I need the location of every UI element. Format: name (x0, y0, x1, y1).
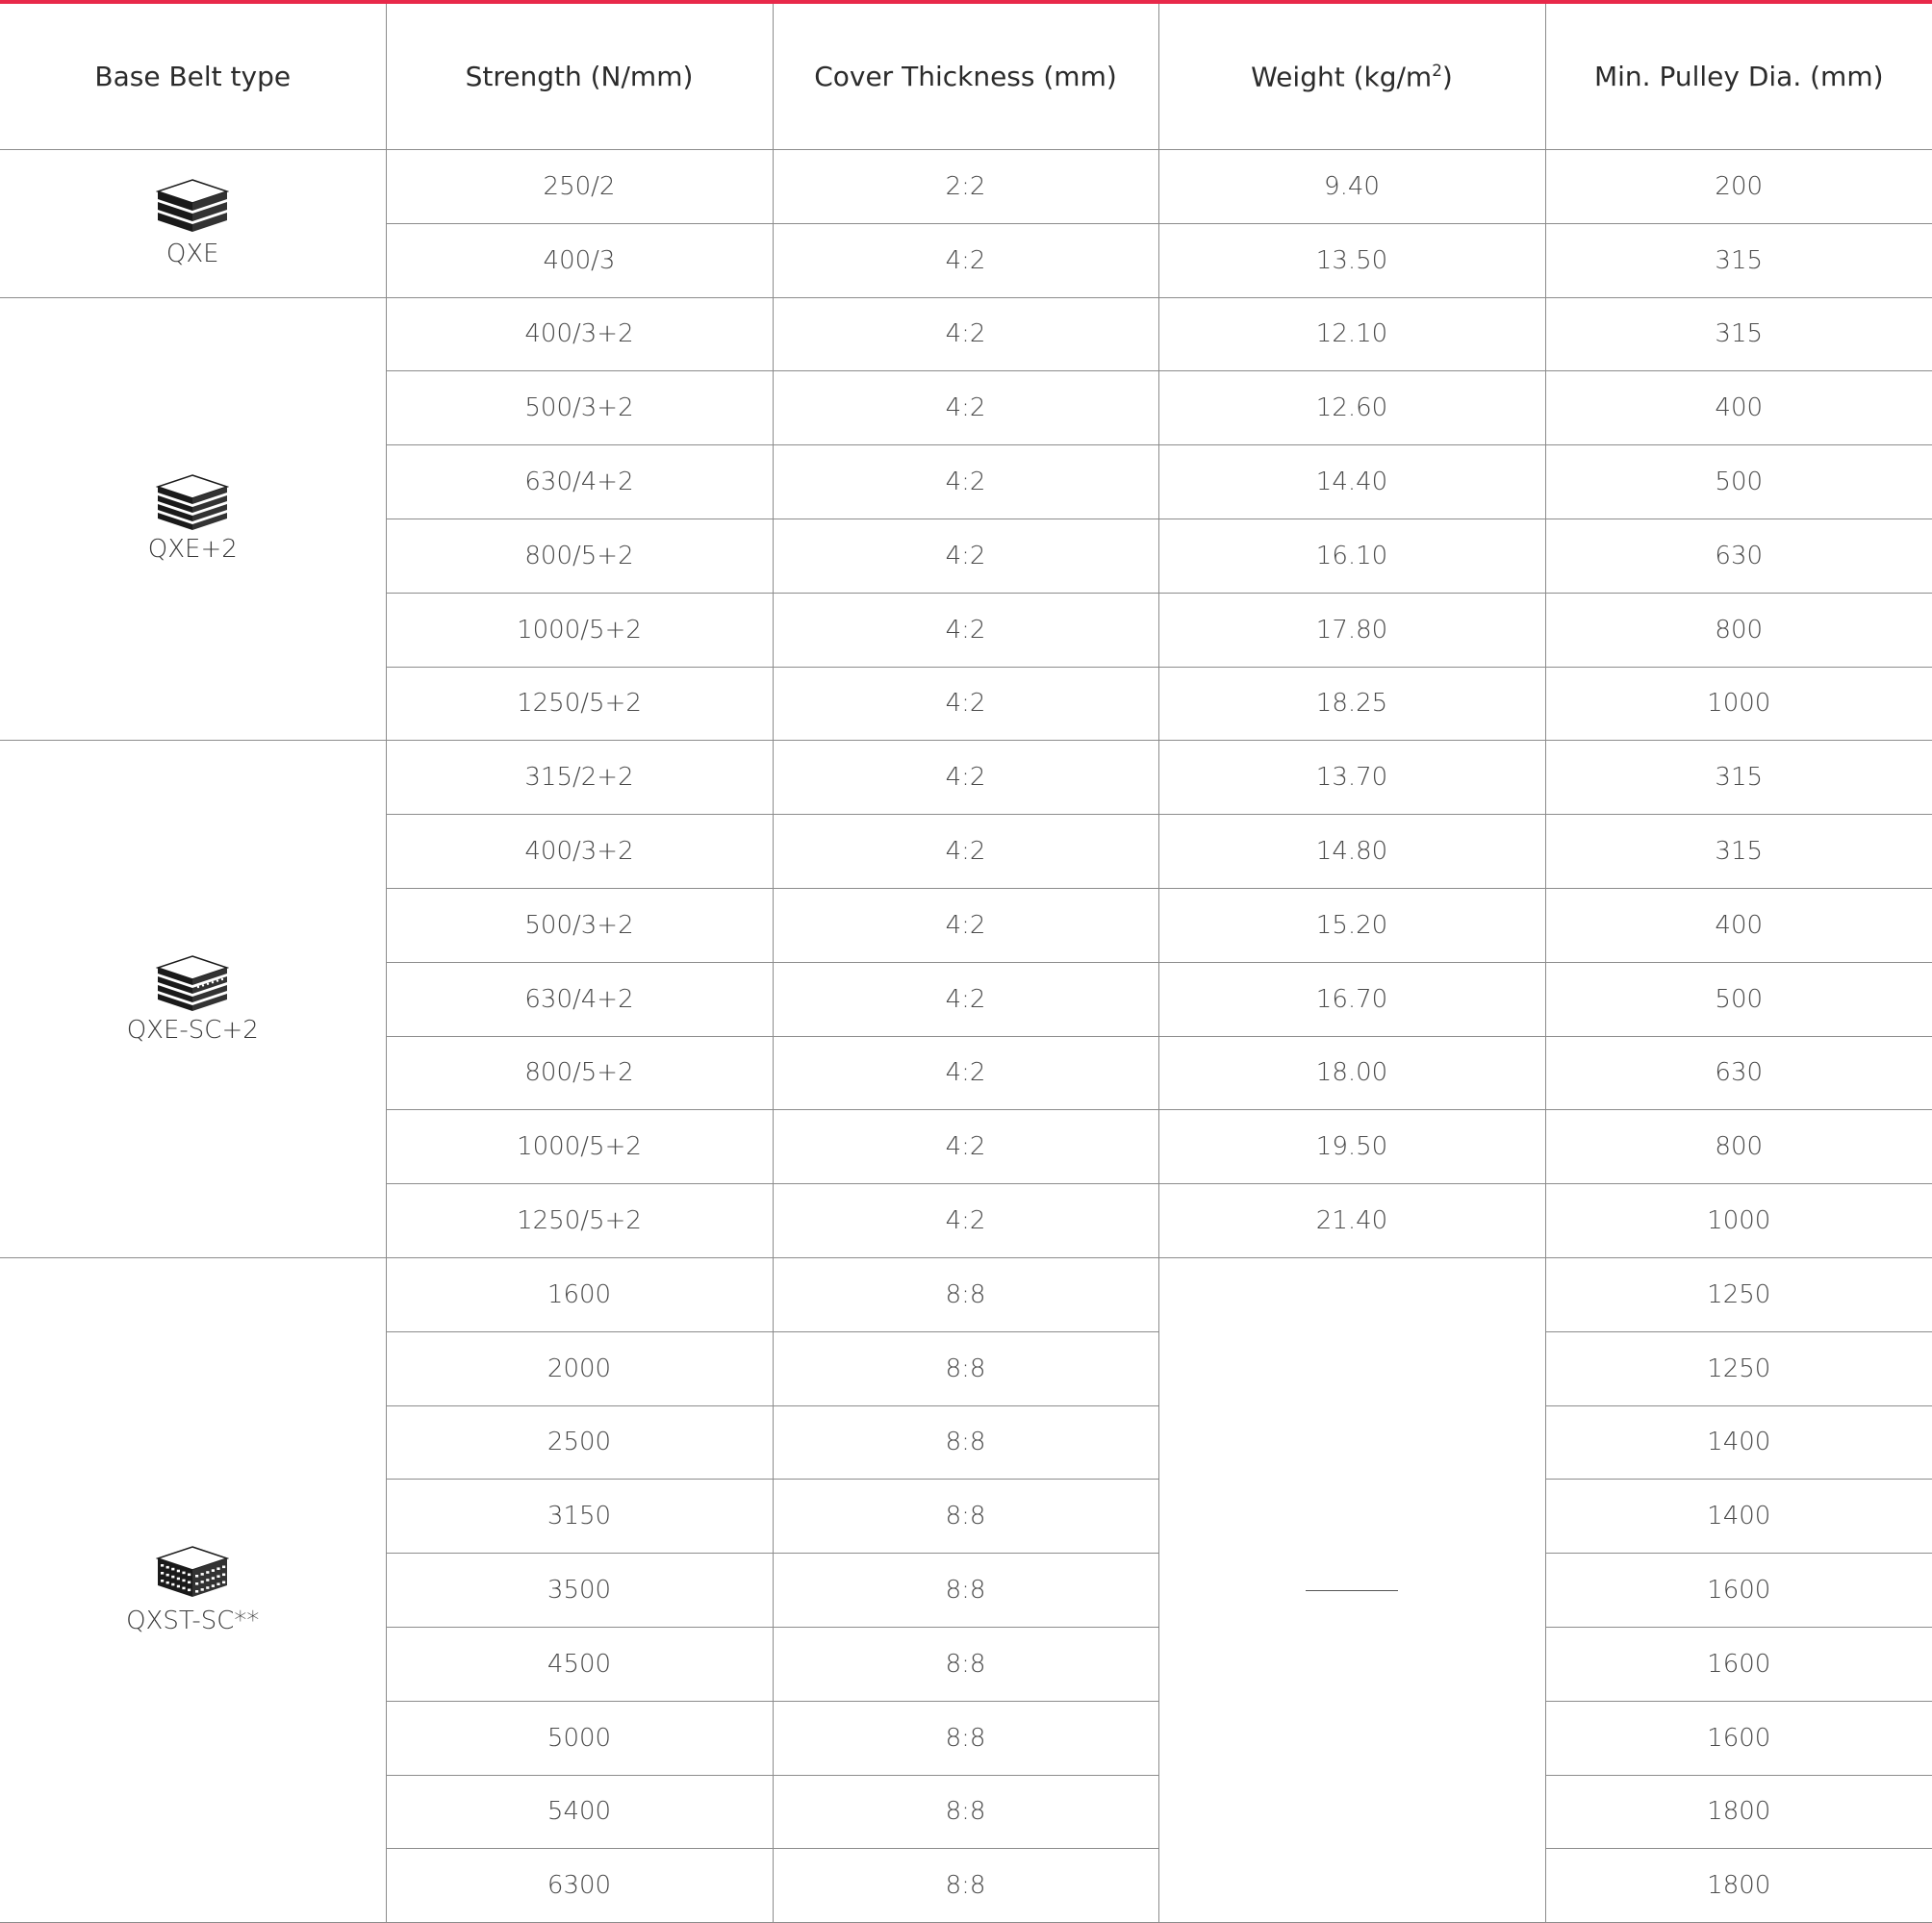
strength-cell: 1000/5+2 (386, 593, 773, 667)
cover-thickness-cell: 8:8 (773, 1849, 1158, 1923)
min-pulley-dia-cell: 630 (1545, 1036, 1932, 1110)
min-pulley-dia-cell: 1600 (1545, 1701, 1932, 1775)
header-weight-text: Weight (kg/m (1251, 61, 1433, 93)
strength-cell: 5400 (386, 1775, 773, 1849)
weight-cell: 13.70 (1158, 741, 1545, 815)
base-belt-type-label: QXST-SC** (126, 1607, 260, 1636)
steel-cord-belt-icon (156, 1545, 229, 1603)
header-weight-close: ) (1441, 61, 1453, 93)
weight-cell: 12.60 (1158, 371, 1545, 445)
base-belt-type-cell (0, 741, 386, 1258)
min-pulley-dia-cell: 1800 (1545, 1849, 1932, 1923)
strength-cell: 6300 (386, 1849, 773, 1923)
min-pulley-dia-cell: 500 (1545, 445, 1932, 519)
strength-cell: 400/3 (386, 223, 773, 297)
strength-cell: 1600 (386, 1257, 773, 1331)
cover-thickness-cell: 4:2 (773, 297, 1158, 371)
cover-thickness-cell: 2:2 (773, 150, 1158, 224)
weight-cell: 16.70 (1158, 962, 1545, 1036)
weight-cell: 15.20 (1158, 888, 1545, 962)
strength-cell: 250/2 (386, 150, 773, 224)
header-base-belt-type: Base Belt type (0, 4, 386, 150)
table-row (0, 297, 1932, 371)
header-weight-exponent: 2 (1432, 60, 1442, 80)
belt-spec-table (0, 4, 1932, 1923)
min-pulley-dia-cell: 315 (1545, 297, 1932, 371)
min-pulley-dia-cell: 200 (1545, 150, 1932, 224)
cover-thickness-cell: 4:2 (773, 445, 1158, 519)
min-pulley-dia-cell: 1000 (1545, 1184, 1932, 1258)
weight-cell: 18.00 (1158, 1036, 1545, 1110)
strength-cell: 800/5+2 (386, 519, 773, 593)
min-pulley-dia-cell: 800 (1545, 1110, 1932, 1184)
weight-cell: 12.10 (1158, 297, 1545, 371)
strength-cell: 1250/5+2 (386, 1184, 773, 1258)
strength-cell: 2000 (386, 1331, 773, 1405)
cover-thickness-cell: 8:8 (773, 1627, 1158, 1701)
base-belt-type-label: QXE-SC+2 (126, 1015, 259, 1045)
min-pulley-dia-cell: 315 (1545, 223, 1932, 297)
strength-cell: 400/3+2 (386, 815, 773, 889)
cover-thickness-cell: 4:2 (773, 667, 1158, 741)
base-belt-type (0, 1545, 386, 1635)
base-belt-type-cell (0, 297, 386, 741)
strength-cell: 500/3+2 (386, 371, 773, 445)
strength-cell: 630/4+2 (386, 445, 773, 519)
table-row (0, 150, 1932, 224)
strength-cell: 3500 (386, 1554, 773, 1628)
cover-thickness-cell: 4:2 (773, 519, 1158, 593)
min-pulley-dia-cell: 1600 (1545, 1627, 1932, 1701)
min-pulley-dia-cell: 1250 (1545, 1331, 1932, 1405)
fabric-belt-sc-icon (156, 954, 229, 1012)
cover-thickness-cell: 4:2 (773, 593, 1158, 667)
cover-thickness-cell: 8:8 (773, 1257, 1158, 1331)
header-cover-thickness: Cover Thickness (mm) (773, 4, 1158, 150)
weight-cell: 18.25 (1158, 667, 1545, 741)
table-body (0, 150, 1932, 1923)
no-value-dash (1306, 1590, 1398, 1591)
weight-cell: 9.40 (1158, 150, 1545, 224)
strength-cell: 315/2+2 (386, 741, 773, 815)
strength-cell: 630/4+2 (386, 962, 773, 1036)
cover-thickness-cell: 4:2 (773, 1184, 1158, 1258)
min-pulley-dia-cell: 315 (1545, 815, 1932, 889)
min-pulley-dia-cell: 400 (1545, 371, 1932, 445)
cover-thickness-cell: 8:8 (773, 1405, 1158, 1480)
fabric-belt-4ply-icon (156, 473, 229, 531)
weight-cell: 19.50 (1158, 1110, 1545, 1184)
cover-thickness-cell: 8:8 (773, 1331, 1158, 1405)
weight-cell: 13.50 (1158, 223, 1545, 297)
cover-thickness-cell: 8:8 (773, 1775, 1158, 1849)
min-pulley-dia-cell: 1000 (1545, 667, 1932, 741)
weight-cell: 14.80 (1158, 815, 1545, 889)
cover-thickness-cell: 8:8 (773, 1701, 1158, 1775)
min-pulley-dia-cell: 1400 (1545, 1480, 1932, 1554)
strength-cell: 1000/5+2 (386, 1110, 773, 1184)
strength-cell: 1250/5+2 (386, 667, 773, 741)
fabric-belt-3ply-icon (156, 178, 229, 236)
cover-thickness-cell: 4:2 (773, 888, 1158, 962)
min-pulley-dia-cell: 800 (1545, 593, 1932, 667)
min-pulley-dia-cell: 500 (1545, 962, 1932, 1036)
cover-thickness-cell: 4:2 (773, 741, 1158, 815)
strength-cell: 400/3+2 (386, 297, 773, 371)
cover-thickness-cell: 4:2 (773, 962, 1158, 1036)
base-belt-type-label: QXE (165, 240, 219, 269)
cover-thickness-cell: 4:2 (773, 1036, 1158, 1110)
weight-cell: 21.40 (1158, 1184, 1545, 1258)
strength-cell: 2500 (386, 1405, 773, 1480)
min-pulley-dia-cell: 1600 (1545, 1554, 1932, 1628)
min-pulley-dia-cell: 1250 (1545, 1257, 1932, 1331)
base-belt-type (0, 178, 386, 268)
weight-cell: 17.80 (1158, 593, 1545, 667)
cover-thickness-cell: 8:8 (773, 1554, 1158, 1628)
cover-thickness-cell: 4:2 (773, 815, 1158, 889)
strength-cell: 800/5+2 (386, 1036, 773, 1110)
cover-thickness-cell: 4:2 (773, 371, 1158, 445)
base-belt-type-cell (0, 150, 386, 298)
base-belt-type (0, 473, 386, 564)
header-strength: Strength (N/mm) (386, 4, 773, 150)
min-pulley-dia-cell: 630 (1545, 519, 1932, 593)
weight-cell-merged (1158, 1257, 1545, 1922)
min-pulley-dia-cell: 400 (1545, 888, 1932, 962)
cover-thickness-cell: 8:8 (773, 1480, 1158, 1554)
weight-cell: 14.40 (1158, 445, 1545, 519)
table-row (0, 1257, 1932, 1331)
header-row (0, 4, 1932, 150)
min-pulley-dia-cell: 1800 (1545, 1775, 1932, 1849)
cover-thickness-cell: 4:2 (773, 1110, 1158, 1184)
strength-cell: 5000 (386, 1701, 773, 1775)
strength-cell: 500/3+2 (386, 888, 773, 962)
min-pulley-dia-cell: 315 (1545, 741, 1932, 815)
base-belt-type (0, 954, 386, 1045)
weight-cell: 16.10 (1158, 519, 1545, 593)
header-weight (1158, 4, 1545, 150)
strength-cell: 4500 (386, 1627, 773, 1701)
strength-cell: 3150 (386, 1480, 773, 1554)
cover-thickness-cell: 4:2 (773, 223, 1158, 297)
min-pulley-dia-cell: 1400 (1545, 1405, 1932, 1480)
base-belt-type-cell (0, 1257, 386, 1922)
header-min-pulley-dia: Min. Pulley Dia. (mm) (1545, 4, 1932, 150)
table-row (0, 741, 1932, 815)
base-belt-type-label: QXE+2 (147, 535, 238, 565)
